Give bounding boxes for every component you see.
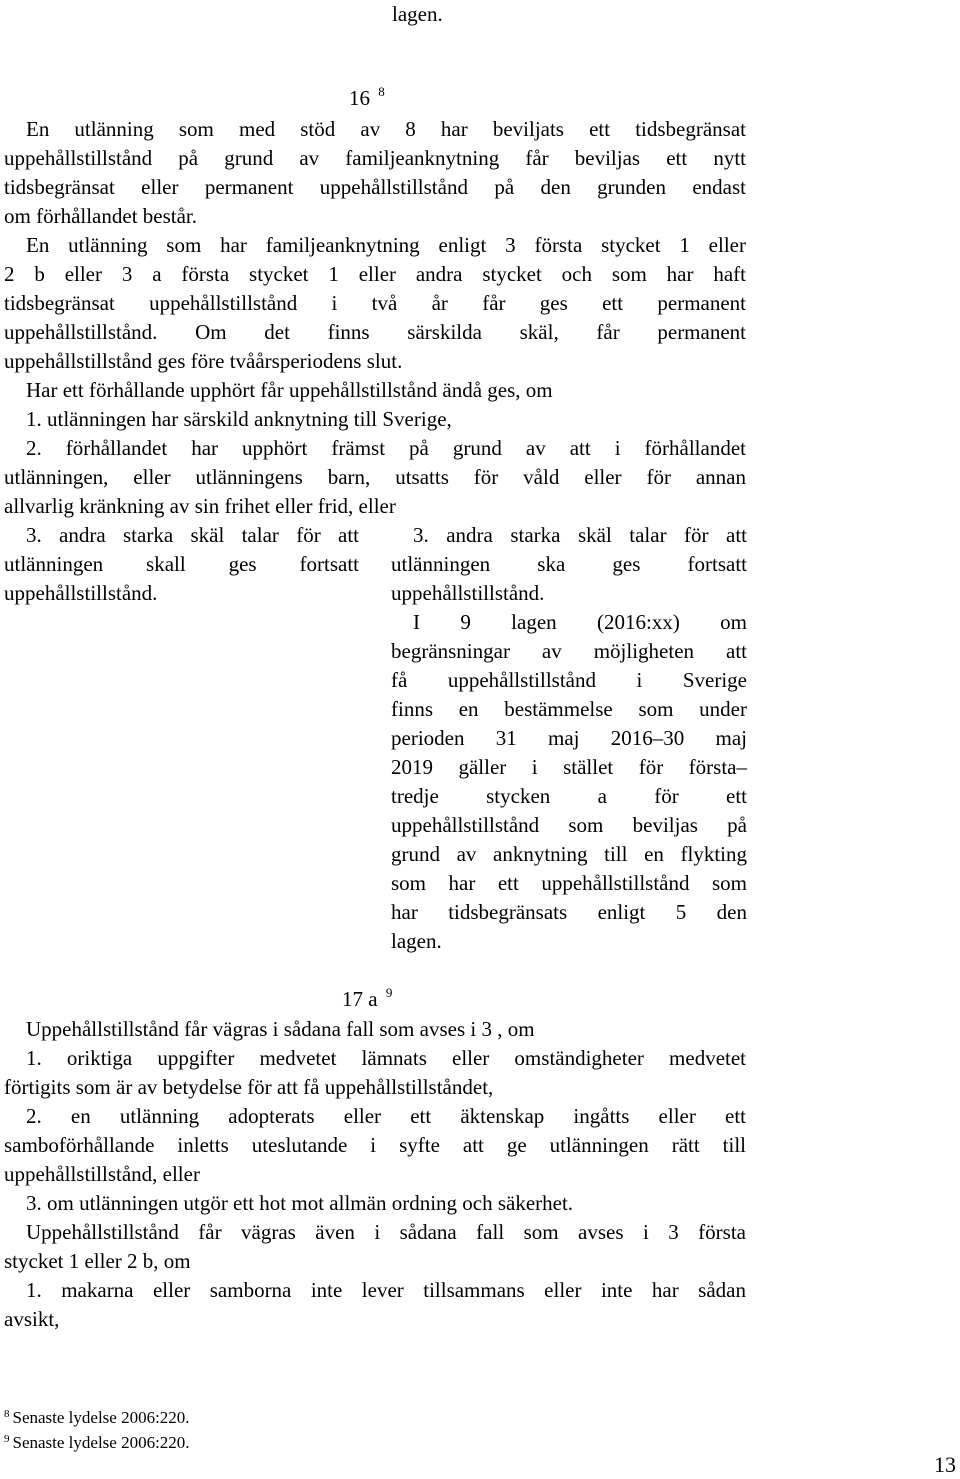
proposed-wording-line: finns en bestämmelse som under: [391, 697, 747, 721]
body-line: förtigits som är av betydelse för att få uppehållstillståndet,: [4, 1075, 494, 1099]
body-line: utlänningen, eller utlänningens barn, utsatts för våld eller för annan: [4, 465, 746, 489]
body-line: stycket 1 eller 2 b, om: [4, 1249, 191, 1273]
footnote-ref-9: 9: [385, 985, 393, 1000]
current-wording-line: utlänningen skall ges fortsatt: [4, 552, 359, 576]
footnote-ref-8: 8: [378, 84, 385, 99]
body-line: En utlänning som med stöd av 8 har beviljats ett tidsbegränsat: [26, 117, 746, 141]
body-line: samboförhållande inletts uteslutande i syfte att ge utlänningen rätt till: [4, 1133, 746, 1157]
proposed-wording-line: perioden 31 maj 2016–30 maj: [391, 726, 747, 750]
body-line: allvarlig kränkning av sin frihet eller frid, eller: [4, 494, 396, 518]
body-line: Har ett förhållande upphört får uppehållstillstånd ändå ges, om: [26, 378, 553, 402]
list-item: 3. om utlänningen utgör ett hot mot allmän ordning och säkerhet.: [26, 1191, 574, 1215]
page-number: 13: [934, 1452, 956, 1477]
proposed-wording-line: som har ett uppehållstillstånd som: [391, 871, 747, 895]
body-line: 2 b eller 3 a första stycket 1 eller andra stycket och som har haft: [4, 262, 746, 286]
list-item: 1. makarna eller samborna inte lever tillsammans eller inte har sådan: [26, 1278, 746, 1302]
body-line: tidsbegränsat eller permanent uppehållstillstånd på den grunden endast: [4, 175, 746, 199]
proposed-wording-line: uppehållstillstånd.: [391, 581, 545, 605]
proposed-wording-line: utlänningen ska ges fortsatt: [391, 552, 747, 576]
body-line: tidsbegränsat uppehållstillstånd i två år får ges ett permanent: [4, 291, 746, 315]
list-item: 1. utlänningen har särskild anknytning till Sverige,: [26, 407, 452, 431]
section-heading-16: 16 $^8$: [349, 84, 385, 110]
body-line: Uppehållstillstånd får vägras i sådana fall som avses i 3 , om: [26, 1017, 535, 1041]
continuation-text: lagen.: [392, 2, 443, 26]
body-line: uppehållstillstånd, eller: [4, 1162, 200, 1186]
proposed-wording-line: uppehållstillstånd som beviljas på: [391, 813, 747, 837]
footnote-8: $^8$ Senaste lydelse 2006:220.: [4, 1408, 190, 1427]
footnote-9: $^9$ Senaste lydelse 2006:220.: [4, 1433, 190, 1452]
proposed-wording-line: har tidsbegränsats enligt 5 den: [391, 900, 747, 924]
list-item: 1. oriktiga uppgifter medvetet lämnats eller omständigheter medvetet: [26, 1046, 746, 1070]
body-line: om förhållandet består.: [4, 204, 198, 228]
list-item: 2. en utlänning adopterats eller ett äktenskap ingåtts eller ett: [26, 1104, 746, 1128]
current-wording-line: 3. andra starka skäl talar för att: [26, 523, 359, 547]
proposed-wording-line: 2019 gäller i stället för första–: [391, 755, 747, 779]
proposed-wording-line: 3. andra starka skäl talar för att: [413, 523, 747, 547]
body-line: uppehållstillstånd på grund av familjeanknytning får beviljas ett nytt: [4, 146, 746, 170]
proposed-wording-line: begränsningar av möjligheten att: [391, 639, 747, 663]
body-line: uppehållstillstånd. Om det finns särskilda skäl, får permanent: [4, 320, 746, 344]
body-line: uppehållstillstånd ges före tvåårsperiodens slut.: [4, 349, 403, 373]
section-heading-17a: 17 a $^9$: [342, 985, 393, 1011]
proposed-wording-line: tredje stycken a för ett: [391, 784, 747, 808]
proposed-wording-line: I 9 lagen (2016:xx) om: [413, 610, 747, 634]
proposed-wording-line: få uppehållstillstånd i Sverige: [391, 668, 747, 692]
list-item: 2. förhållandet har upphört främst på grund av att i förhållandet: [26, 436, 746, 460]
proposed-wording-line: grund av anknytning till en flykting: [391, 842, 747, 866]
current-wording-line: uppehållstillstånd.: [4, 581, 158, 605]
body-line: Uppehållstillstånd får vägras även i sådana fall som avses i 3 första: [26, 1220, 746, 1244]
body-line: En utlänning som har familjeanknytning enligt 3 första stycket 1 eller: [26, 233, 746, 257]
body-line: avsikt,: [4, 1307, 60, 1331]
proposed-wording-line: lagen.: [391, 929, 442, 953]
